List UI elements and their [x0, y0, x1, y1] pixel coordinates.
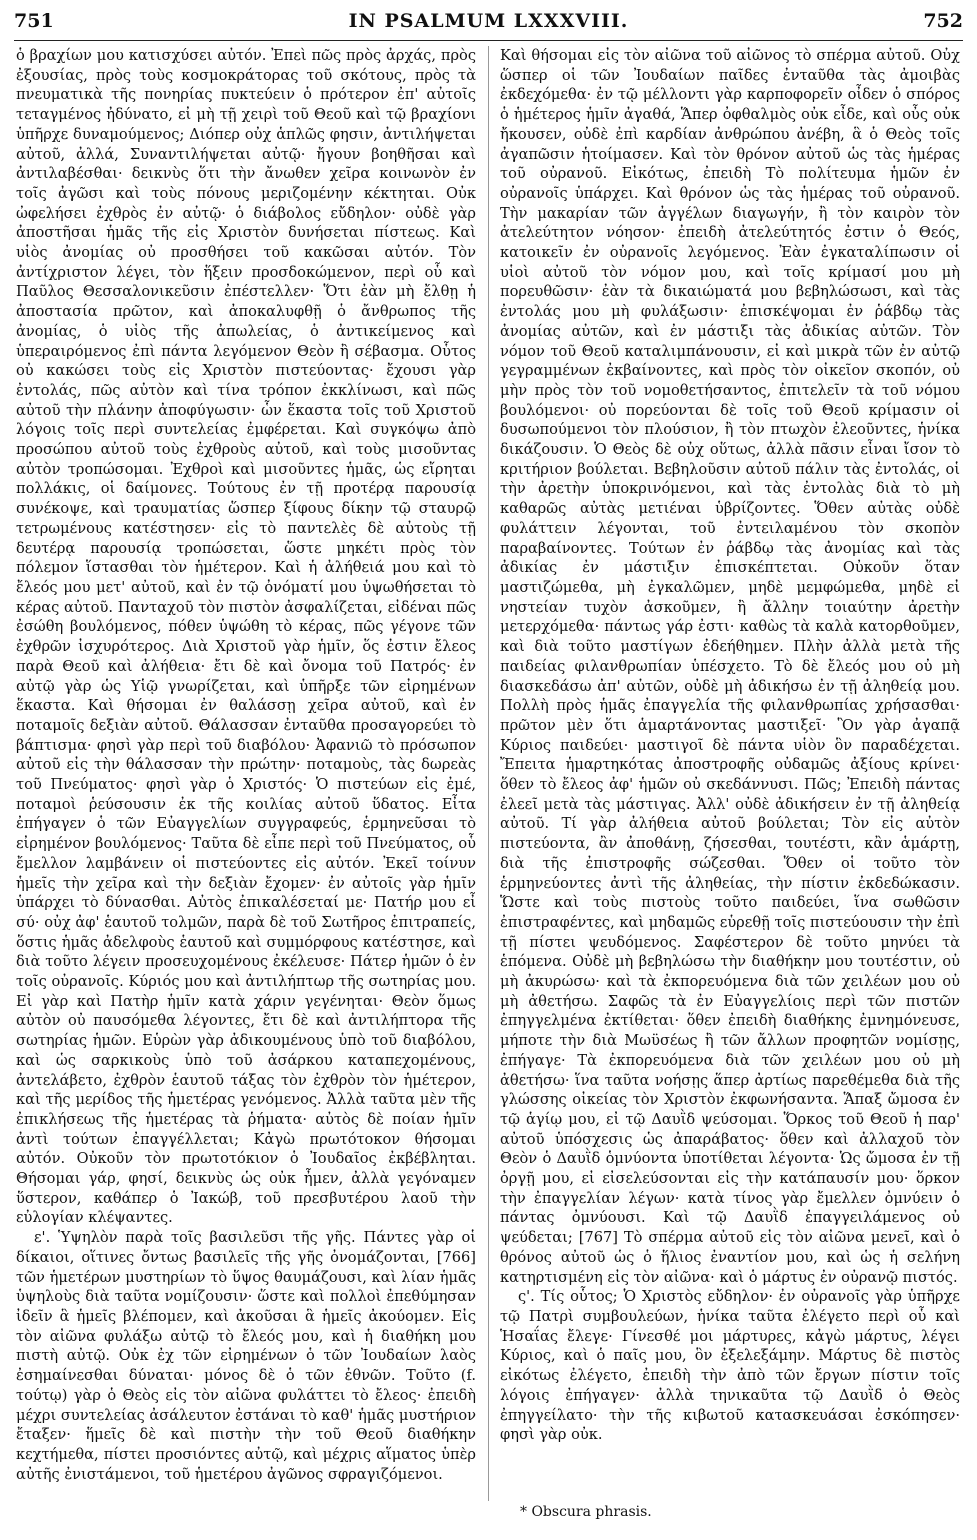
running-title: IN PSALMUM LXXXVIII.: [348, 10, 629, 32]
page-number-right: 752: [923, 10, 963, 32]
right-column: [500, 46, 960, 1501]
page-number-left: 751: [14, 10, 54, 32]
running-head: [14, 6, 963, 41]
left-paragraph-1: ὁ βραχίων μου κατισχύσει αὐτόν. Ἐπεὶ πῶς πρὸς ἀρχάς, πρὸς ἐξουσίας, πρὸς τοὺς κοσμοκράτορας τοῦ σκότους, πρὸς τὰ πνευματικὰ τῆς πονηρίας πυκτεύειν ὁ πρότερον ἐπ' αὐτοῖς τεταγμένος ἠδύνατο, εἰ μὴ τῇ χειρὶ τοῦ Θεοῦ καὶ τῷ βραχίονι ὑπῆρχε δυναμούμενος; Διόπερ οὐχ ἁπλῶς φησιν, ἀντιλήψεται αὐτοῦ, ἀλλά, Συναντιλήψεται αὐτῷ· ἤγουν βοηθῆσαι καὶ ἀντιλαβέσθαι· δεικνὺς ὅτι τὴν ἄνωθεν χεῖρα κοινωνὸν ἐν τοῖς ἀγῶσι καὶ τοὺς πόνους μεριζομένην κέκτηται. Οὐκ ὠφελήσει ἐχθρὸς ἐν αὐτῷ· ὁ διάβολος εὔδηλον· οὐδὲ γὰρ ἀποστῆσαι ἡμᾶς τῆς εἰς Χριστὸν δυνήσεται πίστεως. Καὶ υἱὸς ἀνομίας οὐ προσθήσει τοῦ κακῶσαι αὐτόν. Τὸν ἀντίχριστον λέγει, τὸν ἥξειν προσδοκώμενον, περὶ οὗ καὶ Παῦλος Θεσσαλονικεῦσιν ἐπέστελλεν· Ὅτι ἐὰν μὴ ἔλθῃ ἡ ἀποστασία πρῶτον, καὶ ἀποκαλυφθῇ ὁ ἄνθρωπος τῆς ἀνομίας, ὁ υἱὸς τῆς ἀπωλείας, ὁ ἀντικείμενος καὶ ὑπεραιρόμενος ἐπὶ πάντα λεγόμενον Θεὸν ἢ σέβασμα. Οὗτος οὐ κακώσει τοὺς εἰς Χριστὸν πιστεύοντας· ἔχουσι γὰρ ἐντολάς, πῶς αὐτὸν καὶ τίνα τρόπον ἐκκλίνωσι, καὶ πῶς αὐτοῦ τὴν πλάνην ἀποφύγωσιν· ὧν ἕκαστα τοῖς τοῦ Χριστοῦ λόγοις τοῖς περὶ συντελείας ἐμφέρεται. Καὶ συγκόψω ἀπὸ προσώπου αὐτοῦ τοὺς ἐχθροὺς αὐτοῦ, καὶ τοὺς μισοῦντας αὐτὸν τροπώσομαι. Ἐχθροὶ καὶ μισοῦντες ἡμᾶς, ὡς εἴρηται πολλάκις, οἱ δαίμονες. Τούτους ἐν τῇ προτέρᾳ παρουσίᾳ συνέκοψε, καὶ τραυματίας ὥσπερ ξίφους δίκην τῷ σταυρῷ τετρωμένους κατέστησεν· εἰς τὸ παντελὲς δὲ αὐτοὺς τῇ δευτέρᾳ παρουσίᾳ τροπώσεται, ὥστε μηκέτι πρὸς τὸν πόλεμον ἵστασθαι τὸν ἡμέτερον. Καὶ ἡ ἀλήθειά μου καὶ τὸ ἔλεός μου μετ' αὐτοῦ, καὶ ἐν τῷ ὀνόματί μου ὑψωθήσεται τὸ κέρας αὐτοῦ. Πανταχοῦ τὸν πιστὸν ἀσφαλίζεται, εἰδέναι πῶς ἐσώθη βουλόμενος, πόθεν ὑψώθη τὸ κέρας, πῶς γέγονε τῶν ἐχθρῶν ἰσχυρότερος. Διὰ Χριστοῦ γὰρ ἡμῖν, ὅς ἐστιν ἔλεος παρὰ Θεοῦ καὶ ἀλήθεια· ἔτι δὲ καὶ ὄνομα τοῦ Πατρός· ἐν αὐτῷ γὰρ ὡς Υἱῷ γνωρίζεται, καὶ ὑπῆρξε τῶν εἰρημένων ἕκαστα. Καὶ θήσομαι ἐν θαλάσσῃ χεῖρα αὐτοῦ, καὶ ἐν ποταμοῖς δεξιὰν αὐτοῦ. Θάλασσαν ἐνταῦθα προσαγορεύει τὸ βάπτισμα· φησὶ γὰρ περὶ τοῦ διαβόλου· Ἀφανιῶ τὸ πρόσωπον αὐτοῦ εἰς τὴν θάλασσαν τὴν πρώτην· ποταμοὺς, τὰς δωρεὰς τοῦ Πνεύματος· φησὶ γὰρ ὁ Χριστός· Ὁ πιστεύων εἰς ἐμέ, ποταμοὶ ῥεύσουσιν ἐκ τῆς κοιλίας αὐτοῦ ὕδατος. Εἶτα ἐπήγαγεν ὁ τῶν Εὐαγγελίων συγγραφεύς, ἑρμηνεῦσαι τὸ εἰρημένον βουλόμενος· Ταῦτα δὲ εἶπε περὶ τοῦ Πνεύματος, οὗ ἔμελλον λαμβάνειν οἱ πιστεύοντες εἰς αὐτόν. Ἐκεῖ τοίνυν ἡμεῖς τὴν χεῖρα καὶ τὴν δεξιὰν ἔχομεν· ἐν αὐτοῖς γὰρ ἡμῖν ὑπάρχει τὸ δύνασθαι. Αὐτὸς ἐπικαλέσεταί με· Πατήρ μου εἶ σύ· οὐχ ἀφ' ἑαυτοῦ τολμῶν, παρὰ δὲ τοῦ Σωτῆρος ἐπιτραπείς, ὅστις ἡμᾶς ἀδελφοὺς ἑαυτοῦ καὶ συμμόρφους κατέστησε, καὶ διὰ τοῦτο λέγειν προσευχομένους ἐκέλευσε· Πάτερ ἡμῶν ὁ ἐν τοῖς οὐρανοῖς. Κύριός μου καὶ ἀντιλήπτωρ τῆς σωτηρίας μου. Εἰ γὰρ καὶ Πατὴρ ἡμῖν κατὰ χάριν γεγένηται· Θεὸν ὅμως αὐτὸν οὐ παυσόμεθα λέγοντες, ἔτι δὲ καὶ ἀντιλήπτορα τῆς σωτηρίας ἡμῶν. Εὑρὼν γὰρ ἀδικουμένους ὑπὸ τοῦ διαβόλου, καὶ ὡς σαρκικοὺς ὑπὸ τοῦ ἀσάρκου καταπεχομένους, ἀντελάβετο, ἐχθρὸν ἑαυτοῦ τάξας τὸν ἐχθρὸν τὸν ἡμέτερον, καὶ τῆς μερίδος τῆς ἡμετέρας γενόμενος. Ἀλλὰ ταῦτα μὲν τῆς ἐπικλήσεως τῆς ἡμετέρας τὰ ῥήματα· αὐτὸς δὲ ποίαν ἡμῖν ἀντὶ τούτων ἐπαγγέλλεται; Κἀγὼ πρωτότοκον θήσομαι αὐτόν. Οὐκοῦν τὸν πρωτοτόκιον ὁ Ἰουδαῖος ἐκβέβληται. Θήσομαι γάρ, φησί, δεικνὺς ὡς οὐκ ἦμεν, ἀλλὰ γεγόναμεν ὕστερον, καθάπερ ὁ Ἰακώβ, τοῦ πρεσβυτέρου λαοῦ τὴν εὐλογίαν κλέψαντες.: [16, 47, 476, 1227]
footnote: * Obscura phrasis.: [520, 1504, 652, 1520]
right-paragraph-2: ς'. Τίς οὗτος; Ὁ Χριστὸς εὔδηλον· ἐν οὐρανοῖς γὰρ ὑπῆρχε τῷ Πατρὶ συμβουλεύων, ἡνίκα ταῦτα ἐλέγετο περὶ οὗ καὶ Ἡσαΐας ἔλεγε· Γίνεσθέ μοι μάρτυρες, κἀγὼ μάρτυς, λέγει Κύριος, καὶ ὁ παῖς μου, ὃν ἐξελεξάμην. Μάρτυς δὲ πιστὸς εἰκότως ἐλέγετο, ἐπειδὴ τὴν ἀπὸ τῶν ἔργων πίστιν τοῖς λόγοις ἐπήγαγεν· ἀλλὰ τηνικαῦτα τῷ Δαυῒδ ὁ Θεὸς ἐπηγγείλατο· τὴν τῆς κιβωτοῦ κατασκευάσαι ἐσκόπησεν· φησὶ γὰρ οὐκ.: [500, 1288, 960, 1444]
column-divider: [488, 46, 489, 1501]
right-paragraph-1: Καὶ θήσομαι εἰς τὸν αἰῶνα τοῦ αἰῶνος τὸ σπέρμα αὐτοῦ. Οὐχ ὥσπερ οἱ τῶν Ἰουδαίων παῖδες ἐνταῦθα τὰς ἀμοιβὰς ἐκδεχόμεθα· ἐν τῷ μέλλοντι γὰρ καρποφορεῖν οἶδεν ὁ σπόρος ὁ ἡμέτερος ἡμῖν ἀγαθά, Ἅπερ ὀφθαλμὸς οὐκ εἶδε, καὶ οὖς οὐκ ἤκουσεν, οὐδὲ ἐπὶ καρδίαν ἀνθρώπου ἀνέβη, ἃ ὁ Θεὸς τοῖς ἀγαπῶσιν ἡτοίμασεν. Καὶ τὸν θρόνον αὐτοῦ ὡς τὰς ἡμέρας τοῦ οὐρανοῦ. Εἰκότως, ἐπειδὴ Τὸ πολίτευμα ἡμῶν ἐν οὐρανοῖς ὑπάρχει. Καὶ θρόνον ὡς τὰς ἡμέρας τοῦ οὐρανοῦ. Τὴν μακαρίαν τῶν ἀγγέλων διαγωγήν, ἢ τὸν καιρὸν τὸν ἀτελεύτητον νόησον· ἐπειδὴ ἀτελεύτητός ἐστιν ὁ Θεός, κατοικεῖν ἐν οὐρανοῖς λεγόμενος. Ἐὰν ἐγκαταλίπωσιν οἱ υἱοὶ αὐτοῦ τὸν νόμον μου, καὶ τοῖς κρίμασί μου μὴ πορευθῶσιν· ἐὰν τὰ δικαιώματά μου βεβηλώσωσι, καὶ τὰς ἐντολάς μου μὴ φυλάξωσιν· ἐπισκέψομαι ἐν ῥάβδῳ τὰς ἀνομίας αὐτῶν, καὶ ἐν μάστιξι τὰς ἀδικίας αὐτῶν. Τὸν νόμον τοῦ Θεοῦ καταλιμπάνουσιν, εἰ καὶ μικρὰ τῶν ἐν αὐτῷ γεγραμμένων ἐκβαίνοντες, καὶ πρὸς τὸν οἰκεῖον σκοπόν, οὐ μὴν πρὸς τὸν τοῦ νομοθετήσαντος, ἐπιτελεῖν τὰ τοῦ νόμου βουλόμενοι· οὐ πορεύονται δὲ τοῖς τοῦ Θεοῦ κρίμασιν οἱ δυσωπούμενοι τὸν πλούσιον, ἢ τὸν πτωχὸν ἐλεοῦντες, ἡνίκα δικάζουσιν. Ὁ Θεὸς δὲ οὐχ οὕτως, ἀλλὰ πᾶσιν εἶναι ἴσον τὸ κριτήριον βούλεται. Βεβηλοῦσιν αὐτοῦ πάλιν τὰς ἐντολάς, οἱ τὴν ἀρετὴν ὑποκρινόμενοι, καὶ τὰς ἐντολὰς διὰ τὸ μὴ καθαρῶς αὐτὰς μετιέναι ὑβρίζοντες. Ὅθεν αὐτὰς οὐδὲ φυλάττειν λέγονται, τοῦ ἐντειλαμένου τὸν σκοπὸν παραβαίνοντες. Τούτων ἐν ῥάβδῳ τὰς ἀνομίας καὶ τὰς ἀδικίας ἐν μάστιξιν ἐπισκέπτεται. Οὐκοῦν ὅταν μαστιζώμεθα, μὴ ἐγκαλῶμεν, μηδὲ μεμφώμεθα, μηδὲ εἰ νηστείαν τυχὸν ἀσκοῦμεν, ἢ ἄλλην τοιαύτην ἀρετὴν μετερχόμεθα· πάντως γάρ ἐστι· καθὼς τὰ καλὰ κατορθοῦμεν, καὶ διὰ τοῦτο μαστίγων ἐδεήθημεν. Πλὴν ἀλλὰ μετὰ τῆς παιδείας φιλανθρωπίαν ὑπέσχετο. Τὸ δὲ ἔλεός μου οὐ μὴ διασκεδάσω ἀπ' αὐτῶν, οὐδὲ μὴ ἀδικήσω ἐν τῇ ἀληθείᾳ μου. Πολλὴ πρὸς ἡμᾶς ἐπαγγελία τῆς φιλανθρωπίας χρήσασθαι· πρῶτον μὲν ὅτι ἁμαρτάνοντας μαστιξεῖ· Ὃν γὰρ ἀγαπᾷ Κύριος παιδεύει· μαστιγοῖ δὲ πάντα υἱὸν ὃν παραδέχεται. Ἔπειτα ἡμαρτηκότας ἀποστροφῆς οὐδαμῶς ἀξίους κρίνει· ὅθεν τὸ ἔλεος ἀφ' ἡμῶν οὐ σκεδάννυσι. Πῶς; Ἐπειδὴ πάντας ἐλεεῖ μετὰ τὰς μάστιγας. Ἀλλ' οὐδὲ ἀδικήσειν ἐν τῇ ἀληθείᾳ αὐτοῦ. Τί γὰρ ἀλήθεια αὐτοῦ βούλεται; Τὸν εἰς αὐτὸν πιστεύοντα, ἂν ἀποθάνῃ, ζήσεσθαι, τουτέστι, κἂν ἁμάρτῃ, διὰ τῆς ἐπιστροφῆς σώζεσθαι. Ὅθεν οἱ τοῦτο τὸν ἑρμηνεύοντες ἀντὶ τῆς ἀληθείας, τὴν πίστιν ἐκδεδώκασιν. Ὥστε καὶ τοὺς πιστοὺς τοῦτο παιδεύει, ἵνα σωθῶσιν ἐπιστραφέντες, καὶ μηδαμῶς εὑρεθῇ τοῖς πιστεύουσιν τὴν ἐπὶ τῇ πίστει ψευδόμενος. Σαφέστερον δὲ τοῦτο μηνύει τὰ ἑπόμενα. Οὐδὲ μὴ βεβηλώσω τὴν διαθήκην μου τουτέστιν, οὐ μὴ ἀκυρώσω· καὶ τὰ ἐκπορευόμενα διὰ τῶν χειλέων μου οὐ μὴ ἀθετήσω. Σαφῶς τὰ ἐν Εὐαγγελίοις περὶ τῶν πιστῶν ἐπηγγελμένα ἐκτίθεται· ὅθεν ἐπειδὴ διαθήκης ἐμνημόνευσε, μήποτε τὴν διὰ Μωϋσέως ἢ τῶν ἄλλων προφητῶν νομίσῃς, ἐπήγαγε· Τὰ ἐκπορευόμενα διὰ τῶν χειλέων μου οὐ μὴ ἀθετήσω· ἵνα ταῦτα νοήσῃς ἅπερ ἀρτίως παρεθέμεθα διὰ τῆς γλώσσης οἰκείας τὸν Χριστὸν ἐκφωνήσαντα. Ἅπαξ ὤμοσα ἐν τῷ ἁγίῳ μου, εἰ τῷ Δαυῒδ ψεύσομαι. Ὅρκος τοῦ Θεοῦ ἡ παρ' αὐτοῦ ὑπόσχεσις ὡς ἀπαράβατος· ὅθεν καὶ ἀλλαχοῦ τὸν Θεὸν ὁ Δαυῒδ ὁμνύοντα ὑποτίθεται λέγοντα· Ὡς ὤμοσα ἐν τῇ ὀργῇ μου, εἰ εἰσελεύσονται εἰς τὴν κατάπαυσίν μου· ὅρκον τὴν ἐπαγγελίαν λέγων· κατὰ τίνος γὰρ ἔμελλεν ὀμνύειν ὁ πάντας ὀμνύουσι. Καὶ τῷ Δαυῒδ ἐπαγγειλάμενος οὐ ψεύδεται; [767] Τὸ σπέρμα αὐτοῦ εἰς τὸν αἰῶνα μενεῖ, καὶ ὁ θρόνος αὐτοῦ ὡς ὁ ἥλιος ἐναντίον μου, καὶ ὡς ἡ σελήνη κατηρτισμένη εἰς τὸν αἰῶνα· καὶ ὁ μάρτυς ἐν οὐρανῷ πιστός.: [500, 47, 960, 1286]
left-paragraph-2: ε'. Ὑψηλὸν παρὰ τοῖς βασιλεῦσι τῆς γῆς. Πάντες γὰρ οἱ δίκαιοι, οἵτινες ὄντως βασιλεῖς τῆς γῆς ὀνομάζονται, [766] τῶν ἡμετέρων μυστηρίων τὸ ὕψος θαυμάζουσι, καὶ λίαν ἡμᾶς ὑψηλοὺς διὰ ταῦτα νομίζουσιν· ὥστε καὶ πολλοὶ ἐπεθύμησαν ἰδεῖν ἃ ἡμεῖς βλέπομεν, καὶ ἀκοῦσαι ἃ ἡμεῖς ἀκούομεν. Εἰς τὸν αἰῶνα φυλάξω αὐτῷ τὸ ἔλεός μου, καὶ ἡ διαθήκη μου πιστὴ αὐτῷ. Οὐκ ἐχ τῶν εἰρημένων ὁ τῶν Ἰουδαίων λαὸς ἐσημαίνεσθαι δύναται· μόνος δὲ ὁ τῶν ἐθνῶν. Τοῦτο (f. τούτῳ) γὰρ ὁ Θεὸς εἰς τὸν αἰῶνα φυλάττει τὸ ἔλεος· ἐπειδὴ μέχρι συντελείας ἀσάλευτον ἐστάναι τὸ καθ' ἡμᾶς μυστήριον ἔταξεν· ἥμεῖς δὲ καὶ πιστὴν τὴν τοῦ Θεοῦ διαθήκην κεχτήμεθα, πίστει προσιόντες αὐτῷ, καὶ μέχρις αἵματος ὑπὲρ αὐτῆς ἐνιστάμενοι, τοῦ ἡμετέρου ἀγῶνος σφραγιζόμενοι.: [16, 1229, 476, 1483]
left-column: [16, 46, 476, 1501]
